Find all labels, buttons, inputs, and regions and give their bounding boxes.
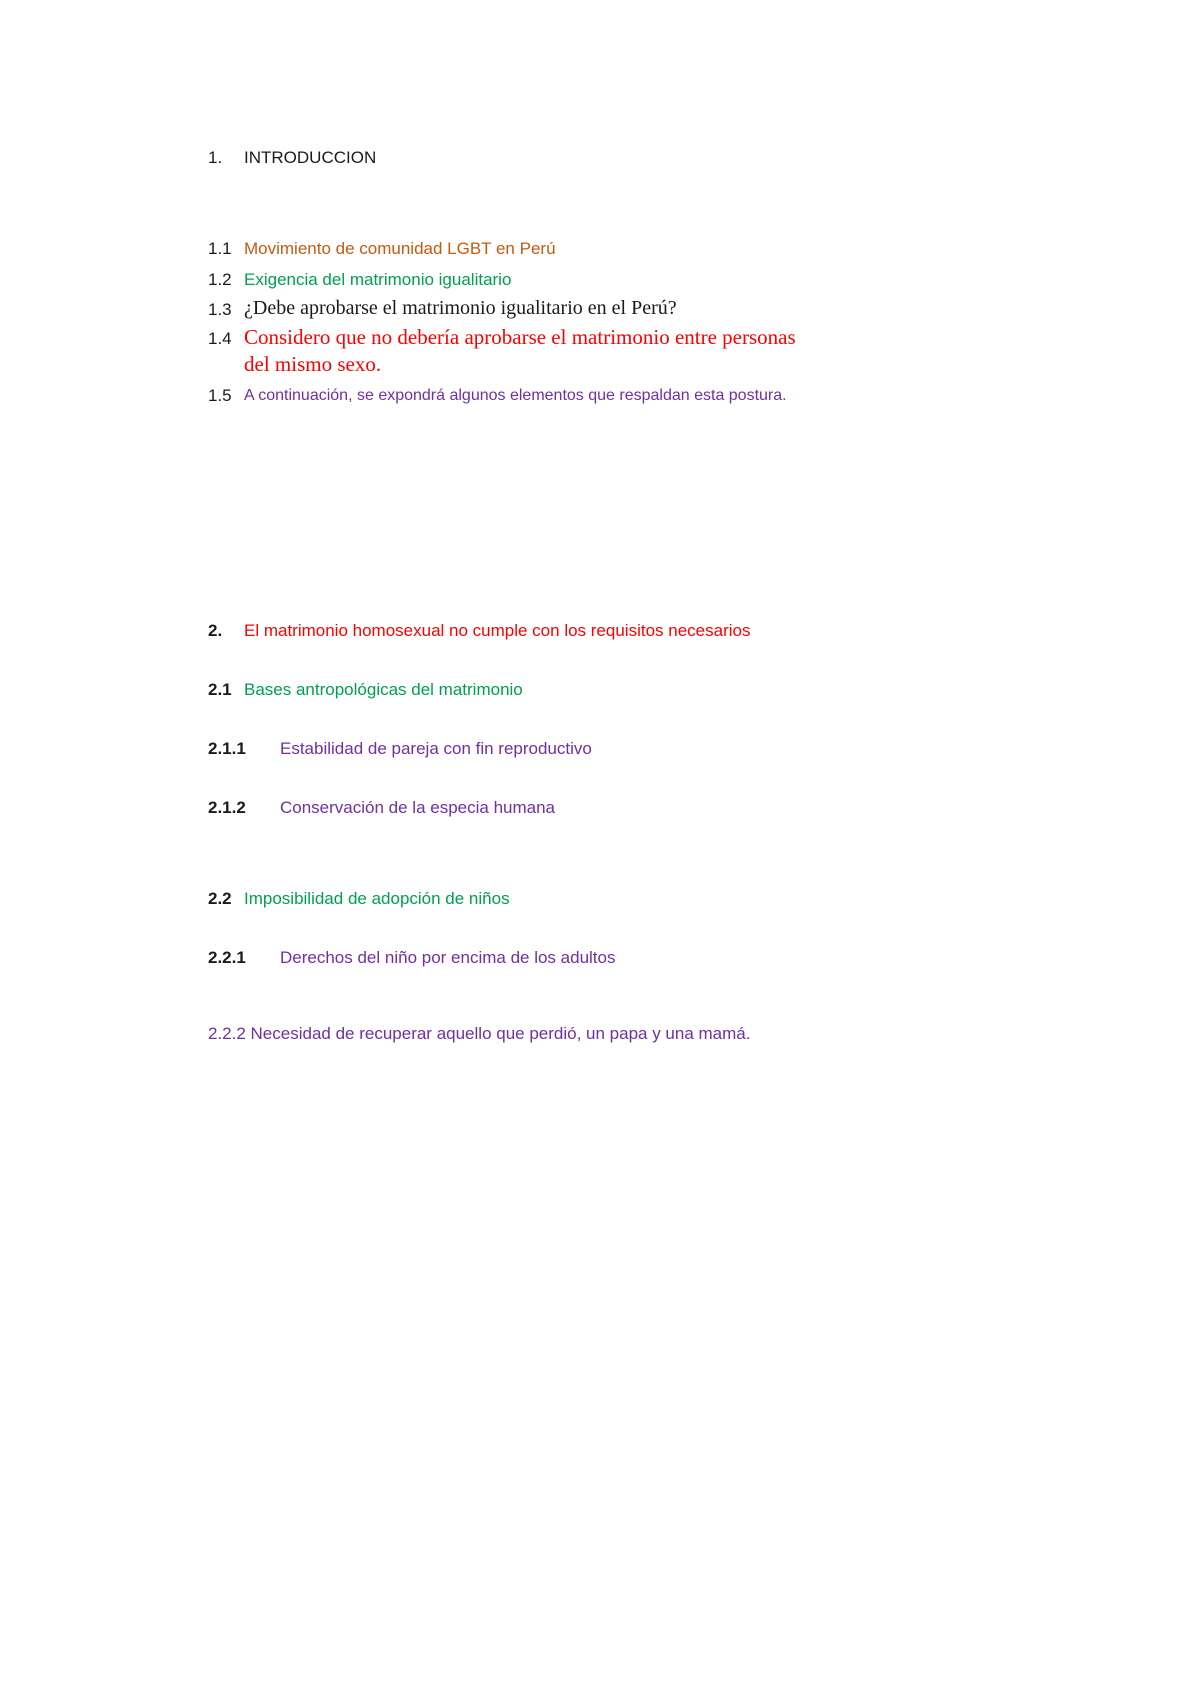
item-text: ¿Debe aprobarse el matrimonio igualitario en el Perú? bbox=[244, 297, 677, 319]
item-text: 2.2.2 Necesidad de recuperar aquello que perdió, un papa y una mamá. bbox=[208, 1024, 751, 1043]
item-text: Movimiento de comunidad LGBT en Perú bbox=[244, 239, 556, 258]
heading-number: 1. bbox=[208, 148, 223, 167]
item-number: 2.2.1 bbox=[208, 948, 246, 967]
item-text-line-1: Considero que no debería aprobarse el matrimonio entre personas bbox=[244, 325, 796, 349]
item-number: 1.4 bbox=[208, 329, 232, 348]
item-number: 2.1.2 bbox=[208, 798, 246, 817]
item-number: 1.5 bbox=[208, 386, 232, 405]
item-number: 1.2 bbox=[208, 270, 232, 289]
item-number: 2.1 bbox=[208, 680, 232, 699]
item-text: Exigencia del matrimonio igualitario bbox=[244, 270, 512, 289]
item-text: Derechos del niño por encima de los adultos bbox=[280, 948, 616, 967]
item-number: 1.3 bbox=[208, 300, 232, 319]
item-text: A continuación, se expondrá algunos elementos que respaldan esta postura. bbox=[244, 387, 787, 404]
heading-text: INTRODUCCION bbox=[244, 148, 377, 167]
item-text: Imposibilidad de adopción de niños bbox=[244, 889, 510, 908]
item-number: 1.1 bbox=[208, 239, 232, 258]
item-text: Estabilidad de pareja con fin reproductivo bbox=[280, 739, 592, 758]
item-number: 2.1.1 bbox=[208, 739, 246, 758]
item-text: Bases antropológicas del matrimonio bbox=[244, 680, 523, 699]
item-text: Conservación de la especia humana bbox=[280, 798, 556, 817]
item-text-line-2: del mismo sexo. bbox=[244, 352, 382, 376]
item-number: 2.2 bbox=[208, 889, 232, 908]
heading-number: 2. bbox=[208, 621, 223, 640]
heading-text: El matrimonio homosexual no cumple con los requisitos necesarios bbox=[244, 621, 751, 640]
